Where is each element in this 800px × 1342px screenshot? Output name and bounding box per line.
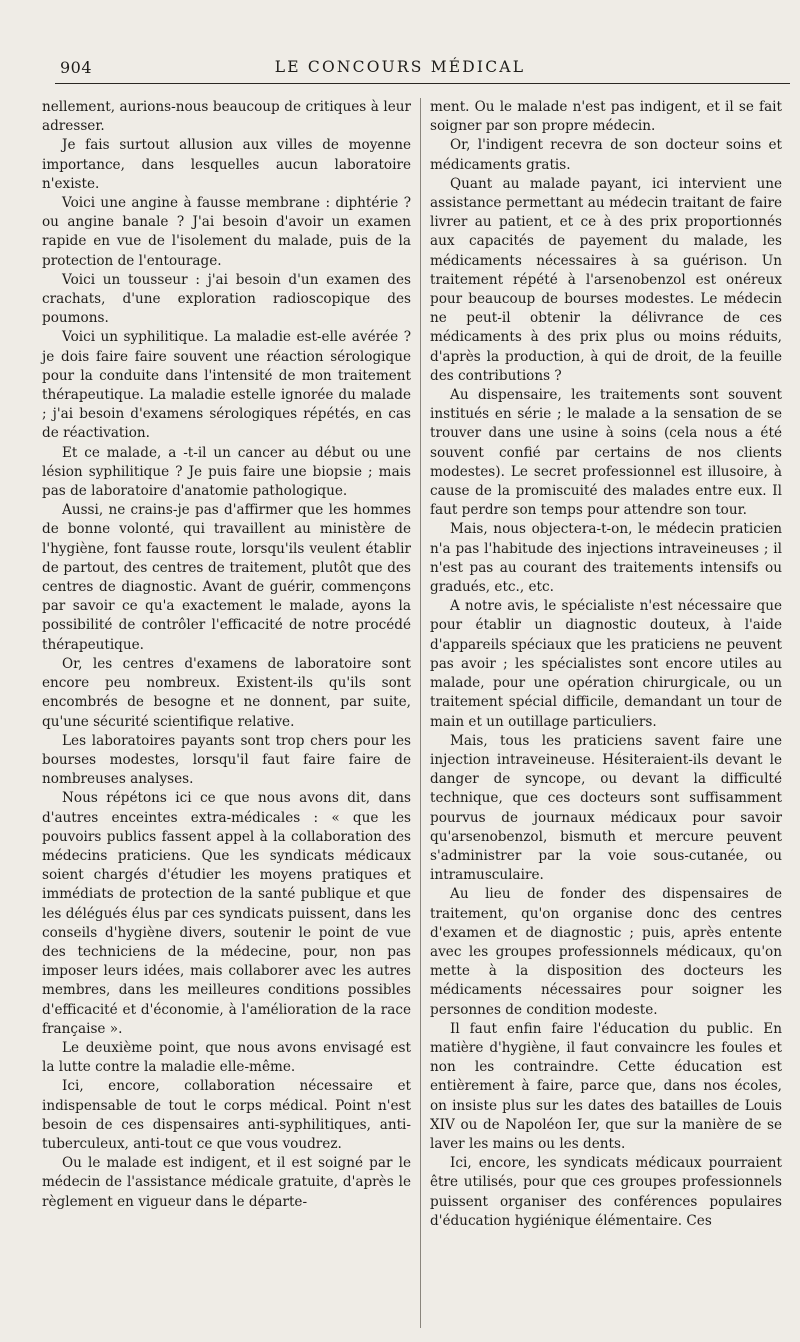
paragraph: Il faut enfin faire l'éducation du public. En matière d'hygiène, il faut convaincre les foules et non les contraindre. Cette éducation est entièrement à faire, parce que, dans nos écoles, on insiste plus sur les dates des batailles de Louis XIV ou de Napoléon Ier, que sur la manière de se laver les mains ou les dents.	[430, 1020, 782, 1152]
paragraph: Voici une angine à fausse membrane : diphtérie ? ou angine banale ? J'ai besoin d'avoir un examen rapide en vue de l'isolement du malade, puis de la protection de l'entourage.	[42, 195, 411, 269]
paragraph: Voici un tousseur : j'ai besoin d'un examen des crachats, d'une exploration radioscopique des poumons.	[42, 271, 411, 327]
paragraph: Ici, encore, collaboration nécessaire et indispensable de tout le corps médical. Point n'est besoin de ces dispensaires anti-syphilitiques, anti-tuberculeux, anti-tout ce que vous voudrez.	[42, 1078, 411, 1152]
paragraph: Au lieu de fonder des dispensaires de traitement, qu'on organise donc des centres d'examen et de diagnostic ; puis, après entente avec les groupes professionnels médicaux, qu'on mette à la disposition des docteurs les médicaments nécessaires pour soigner les personnes de condition modeste.	[430, 886, 782, 1018]
paragraph: Nous répétons ici ce que nous avons dit, dans d'autres enceintes extra-médicales : « que les pouvoirs publics fassent appel à la collaboration des médecins praticiens. Que les syndicats médicaux soient chargés d'étudier les moyens pratiques et immédiats de protection de la santé publique et que les délégués élus par ces syndicats puissent, dans les conseils d'hygiène divers, soutenir le point de vue des techniciens de la médecine, pour, non pas imposer leurs idées, mais collaborer avec les autres membres, dans les meilleures conditions possibles d'efficacité et d'économie, à l'amélioration de la race française ».	[42, 790, 411, 1037]
header-rule	[55, 83, 790, 84]
paragraph: Le deuxième point, que nous avons envisagé est la lutte contre la maladie elle-même.	[42, 1039, 411, 1076]
paragraph: Au dispensaire, les traitements sont souvent institués en série ; le malade a la sensation de se trouver dans une usine à soins (cela nous a été souvent confié par certains de nos clients modestes). Le secret professionnel est illusoire, à cause de la promiscuité des malades entre eux. Il faut perdre son temps pour attendre son tour.	[430, 387, 782, 519]
column-divider	[420, 98, 421, 1328]
paragraph: Or, les centres d'examens de laboratoire sont encore peu nombreux. Existent-ils qu'ils sont encombrés de besogne et ne donnent, par suite, qu'une sécurité scientifique relative.	[42, 655, 411, 730]
paragraph: Je fais surtout allusion aux villes de moyenne importance, dans lesquelles aucun laboratoire n'existe.	[42, 137, 411, 192]
page-header	[0, 50, 800, 90]
paragraph: ment. Ou le malade n'est pas indigent, et il se fait soigner par son propre médecin.	[430, 99, 782, 135]
paragraph: nellement, aurions-nous beaucoup de critiques à leur adresser.	[42, 99, 411, 135]
paragraph: Quant au malade payant, ici intervient une assistance permettant au médecin traitant de faire livrer au patient, et ce à des prix proportionnés aux capacités de payement du malade, les médicaments nécessaires à sa guérison. Un traitement répété à l'arsenobenzol est onéreux pour beaucoup de bourses modestes. Le médecin ne peut-il obtenir la délivrance de ces médicaments à des prix plus ou moins réduits, d'après la production, à qui de droit, de la feuille des contributions ?	[430, 175, 782, 384]
paragraph: Voici un syphilitique. La maladie est-elle avérée ? je dois faire faire souvent une réaction sérologique pour la conduite dans l'intensité de mon traitement thérapeutique. La maladie estelle ignorée du malade ; j'ai besoin d'examens sérologiques répétés, en cas de réactivation.	[42, 329, 411, 442]
paragraph: Ici, encore, les syndicats médicaux pourraient être utilisés, pour que ces groupes professionnels puissent organiser des conférences populaires d'éducation hygiénique élémentaire. Ces	[430, 1155, 782, 1229]
paragraph: Ou le malade est indigent, et il est soigné par le médecin de l'assistance médicale gratuite, d'après le règlement en vigueur dans le départe-	[42, 1155, 411, 1210]
paragraph: Les laboratoires payants sont trop chers pour les bourses modestes, lorsqu'il faut faire faire de nombreuses analyses.	[42, 732, 411, 788]
paragraph: Et ce malade, a -t-il un cancer au début ou une lésion syphilitique ? Je puis faire une biopsie ; mais pas de laboratoire d'anatomie pathologique.	[42, 444, 411, 500]
right-column	[430, 98, 782, 1231]
paragraph: Mais, nous objectera-t-on, le médecin praticien n'a pas l'habitude des injections intraveineuses ; il n'est pas au courant des traitements intensifs ou gradués, etc., etc.	[430, 521, 782, 596]
paragraph: Aussi, ne crains-je pas d'affirmer que les hommes de bonne volonté, qui travaillent au ministère de l'hygiène, font fausse route, lorsqu'ils veulent établir de partout, des centres de traitement, plutôt que des centres de diagnostic. Avant de guérir, commençons par savoir ce qu'a exactement le malade, ayons la possibilité de contrôler l'efficacité de notre procédé thérapeutique.	[42, 502, 411, 653]
journal-title: LE CONCOURS MÉDICAL	[274, 58, 526, 76]
left-column	[42, 98, 411, 1212]
paragraph: Or, l'indigent recevra de son docteur soins et médicaments gratis.	[430, 137, 782, 173]
page-number: 904	[60, 58, 93, 77]
paragraph: A notre avis, le spécialiste n'est nécessaire que pour établir un diagnostic douteux, à l'aide d'appareils spéciaux que les praticiens ne peuvent pas avoir ; les spécialistes sont encore utiles au malade, pour une opération chirurgicale, ou un traitement spécial difficile, demandant un tour de main et un outillage particuliers.	[430, 598, 782, 730]
paragraph: Mais, tous les praticiens savent faire une injection intraveineuse. Hésiteraient-ils devant le danger de syncope, ou devant la difficulté technique, que ces docteurs sont suffisamment pourvus de journaux médicaux pour savoir qu'arsenobenzol, bismuth et mercure peuvent s'administrer par la voie sous-cutanée, ou intramusculaire.	[430, 732, 782, 884]
